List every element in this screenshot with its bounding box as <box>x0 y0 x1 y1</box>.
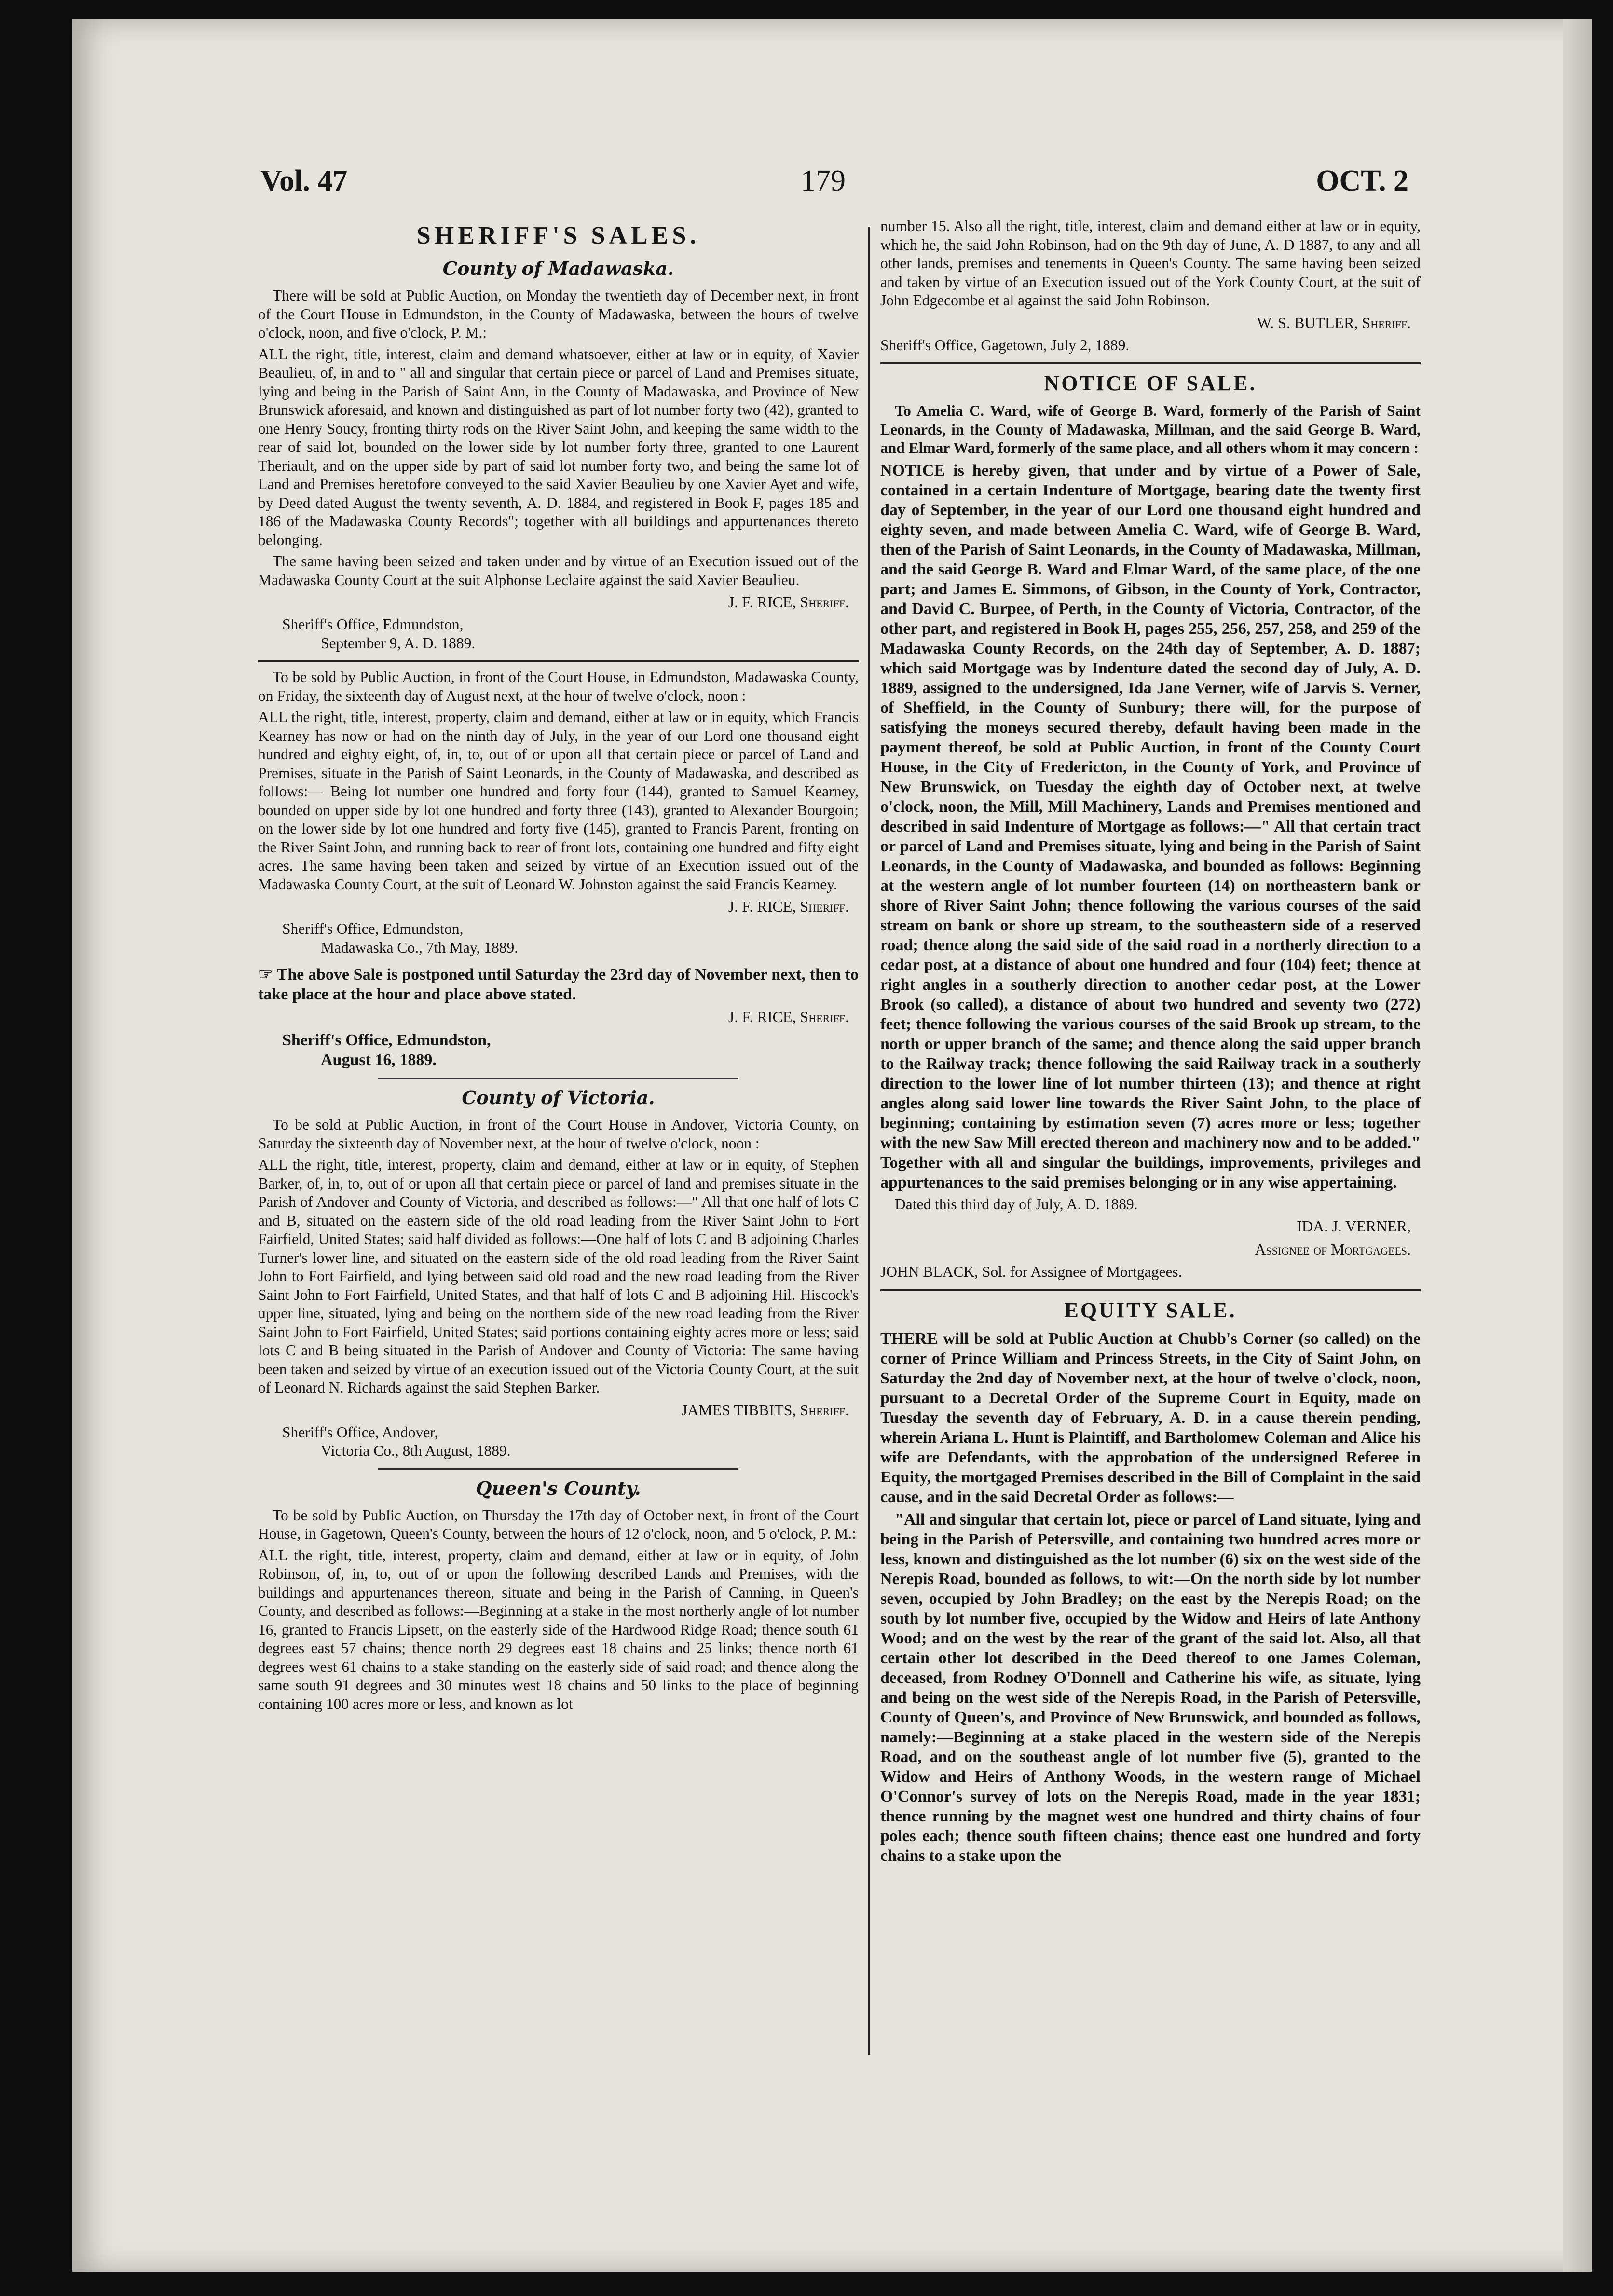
section-rule <box>880 362 1421 364</box>
sale-intro: To be sold by Public Auction, in front of the Court House, in Edmundston, Madawaska County, on Friday, the sixteenth day of August next, at the hour of twelve o'clock, noon : <box>258 669 859 704</box>
sheriff-signature: W. S. BUTLER, Sheriff. <box>1257 314 1411 331</box>
sale-seizure: The same having been seized and taken under and by virtue of an Execution issued out of the Madawaska County Court at the suit Alphonse Leclaire against the said Xavier Beaulieu. <box>258 553 859 588</box>
sale-body: ALL the right, title, interest, property, claim and demand, either at law or in equity, of Stephen Barker, of, in, to, out of or upon all that certain piece or parcel of land and premises situate in the Parish of Andover and County of Victoria, and described as follows:—" All that one half of lots C and B, situated on the eastern side of the old road leading from the River Saint John to Fort Fairfield, United States; said half divided as follows:—One half of lots C and B adjoining Charles Turner's lower line, and situated on the eastern side of the old road leading from the River Saint John to Fort Fairfield, and lying between said old road and the new road leading from the River Saint John to Fort Fairfield, United States, and that half of lots C and B adjoining Hil. Hiscock's upper line, situated, lying and being on the northern side of the new road leading from the River Saint John to Fort Fairfield, United States; said portions containing eighty acres more or less; said lots C and B being situated in the Parish of Andover and County of Victoria: The same having been taken and seized by virtue of an execution issued out of the Victoria County Court, at the suit of Leonard N. Richards against the said Stephen Barker. <box>258 1156 859 1396</box>
sheriff-office: Sheriff's Office, Andover, <box>282 1423 438 1441</box>
section-rule <box>378 1078 738 1079</box>
postponement-notice: ☞ The above Sale is postponed until Saturday the 23rd day of November next, then to take place at the hour and place above stated. <box>258 966 859 1003</box>
notice-of-sale-title: NOTICE OF SALE. <box>1044 371 1257 395</box>
sale-body-continued: number 15. Also all the right, title, interest, claim and demand either at law or in equity, which he, the said John Robinson, had on the 9th day of June, A. D 1887, to any and all other lands, premises and tenements in Queen's County. The same having been seized and taken by virtue of an Execution issued out of the York County Court, at the suit of John Edgecombe et al against the said John Robinson. <box>880 218 1421 309</box>
notice-address: To Amelia C. Ward, wife of George B. Ward, formerly of the Parish of Saint Leonards, in the County of Madawaska, Millman, and the said George B. Ward, and Elmar Ward, formerly of the same place, and all others whom it may concern : <box>880 402 1421 456</box>
sheriff-office-date: Madawaska Co., 7th May, 1889. <box>321 939 519 956</box>
equity-property-description: "All and singular that certain lot, piece or parcel of Land situate, lying and being in the Parish of Petersville, and containing two hundred acres more or less, known and distinguished as the lot number (6) six on the west side of the Nerepis Road, bounded as follows, to wit:—On the north side by lot number seven, occupied by John Bradley; on the east by the Nerepis Road; on the south by lot number five, occupied by the Widow and Heirs of late Anthony Wood; and on the west by the rear of the grant of the said lot. Also, all that certain other lot described in the Deed thereof to one James Coleman, deceased, from Rodney O'Donnell and Catherine his wife, as situate, lying and being on the west side of the Nerepis Road, in the Parish of Petersville, County of Queen's, and Province of New Brunswick, and bounded as follows, namely:—Beginning at a stake placed in the western side of the Nerepis Road, and on the southeast angle of lot number five (5), granted to the Widow and Heirs of Anthony Woods, in the western range of Michael O'Connor's survey of lots on the Nerepis Road, made in the year 1831; thence running by the magnet west one hundred and thirty chains of four poles each; thence south fifteen chains; thence east one hundred and forty chains to a stake upon the <box>880 1510 1421 1865</box>
solicitor-line: JOHN BLACK, Sol. for Assignee of Mortgagees. <box>880 1263 1182 1280</box>
section-rule <box>258 660 859 662</box>
sheriff-signature: J. F. RICE, Sheriff. <box>728 593 849 611</box>
sale-intro: To be sold by Public Auction, on Thursday the 17th day of October next, in front of the Court House, in Gagetown, Queen's County, between the hours of 12 o'clock, noon, and 5 o'clock, P. M.: <box>258 1506 859 1542</box>
sheriff-office: Sheriff's Office, Gagetown, July 2, 1889. <box>880 336 1130 354</box>
page-number: 179 <box>801 164 846 197</box>
sheriffs-sales-title: SHERIFF'S SALES. <box>416 222 700 249</box>
assignee-signature: IDA. J. VERNER, <box>1297 1217 1411 1235</box>
sheriff-office-date: August 16, 1889. <box>321 1051 437 1069</box>
sale-intro: There will be sold at Public Auction, on Monday the twentieth day of December next, in front of the Court House in Edmundston, in the County of Madawaska, between the hours of twelve o'clock, noon, and five o'clock, P. M.: <box>258 287 859 341</box>
newspaper-page <box>72 19 1592 2272</box>
sheriff-office: Sheriff's Office, Edmundston, <box>282 1031 491 1049</box>
notice-body: NOTICE is hereby given, that under and by virtue of a Power of Sale, contained in a certain Indenture of Mortgage, bearing date the twenty first day of September, in the year of our Lord one thousand eight hundred and eighty seven, and made between Amelia C. Ward, wife of George B. Ward, then of the Parish of Saint Leonards, in the County of Madawaska, Millman, and the said George B. Ward and Elmar Ward, of the same place, of the one part; and James E. Simmons, of Gibson, in the County of York, Contractor, and David C. Burpee, of Perth, in the County of Victoria, Contractor, of the other part, and registered in Book H, pages 255, 256, 257, 258, and 259 of the Madawaska County Records, on the 24th day of September, A. D. 1887; which said Mortgage was by Indenture dated the second day of July, A. D. 1889, assigned to the undersigned, Ida Jane Verner, wife of Jarvis S. Verner, of Sheffield, in the County of Sunbury; there will, for the purpose of satisfying the moneys secured thereby, default having been made in the payment thereof, be sold at Public Auction, in front of the County Court House, in the City of Fredericton, in the County of York, and Province of New Brunswick, on Tuesday the eighth day of October next, at twelve o'clock, noon, the Mill, Mill Machinery, Lands and Premises mentioned and described in said Indenture of Mortgage as follows:—" All that certain tract or parcel of Land and Premises situate, lying and being in the Parish of Saint Leonards, in the County of Madawaska, and bounded as follows: Beginning at the western angle of lot number fourteen (14) on northeastern bank or shore of River Saint John; thence following the various courses of the said stream on bank or shore up stream, to the southeastern side of a reserved road; thence along the said side of the said road in a northerly direction to a cedar post, at a distance of about one hundred and four (104) feet; thence at right angles in a southerly direction to another cedar post, at the Lower Brook (so called), a distance of about two hundred and seventy two (272) feet; thence following the various courses of the said Brook up stream, to the north or upper branch of the same; and thence along the said upper branch to the Railway track; thence following the said Railway track in a southerly direction to the lower line of lot number thirteen (13); and thence at right angles along said lower line towards the River Saint John, to the place of beginning; containing by estimation seven (7) acres more or less; together with the new Saw Mill erected thereon and machinery now and to be added." Together with all and singular the buildings, improvements, privileges and appurtenances to the said premises belonging or in any wise appertaining. <box>880 461 1421 1191</box>
left-column <box>258 217 859 2074</box>
section-rule <box>378 1468 738 1470</box>
page-edge <box>1563 19 1592 2272</box>
county-heading-victoria: County of Victoria. <box>462 1087 655 1108</box>
sheriff-office: Sheriff's Office, Edmundston, <box>282 920 464 937</box>
sale-body: ALL the right, title, interest, property, claim and demand, either at law or in equity, of John Robinson, of, in, to, out of or upon the following described Lands and Premises, with the buildings and appurtenances thereon, situate and being in the Parish of Canning, in Queen's County, and described as follows:—Beginning at a stake in the most northerly angle of lot number 16, granted to Francis Lipsett, on the easterly side of the Hardwood Ridge Road; thence south 61 degrees east 57 chains; thence north 29 degrees east 18 chains and 25 links; thence north 61 degrees west 61 chains to a stake standing on the easterly side of said road; and thence along the same south 91 degrees and 30 minutes west 18 chains and 50 links to the place of beginning containing 100 acres more or less, and known as lot <box>258 1546 859 1712</box>
sheriff-signature: J. F. RICE, Sheriff. <box>728 1008 849 1025</box>
column-divider <box>868 227 870 2055</box>
page-header <box>260 164 1408 217</box>
notice-dated: Dated this third day of July, A. D. 1889. <box>895 1195 1138 1213</box>
sale-body: ALL the right, title, interest, property, claim and demand, either at law or in equity, which Francis Kearney has now or had on the ninth day of July, in the year of our Lord one thousand eight hundred and eighty eight, of, in, to, out of or upon all that certain piece or parcel of Land and Premises, situate in the Parish of Saint Leonards, in the County of Madawaska, and described as follows:— Being lot number one hundred and forty four (144), granted to Samuel Kearney, bounded on upper side by lot one hundred and forty three (143), granted to Alexander Bourgoin; on the lower side by lot one hundred and forty five (145), granted to Francis Parent, fronting on the River Saint John, and running back to rear of front lots, containing one hundred and fifty eight acres. The same having been taken and seized by virtue of an Execution issued out of the Madawaska County Court, at the suit of Leonard W. Johnston against the said Francis Kearney. <box>258 709 859 893</box>
county-heading-queens: Queen's County. <box>476 1477 641 1499</box>
right-column <box>880 217 1421 2074</box>
assignee-role: Assignee of Mortgagees. <box>1255 1241 1411 1258</box>
issue-date: OCT. 2 <box>1316 164 1408 197</box>
equity-body: THERE will be sold at Public Auction at Chubb's Corner (so called) on the corner of Prince William and Princess Streets, in the City of Saint John, on Saturday the 2nd day of November next, at the hour of twelve o'clock, noon, pursuant to a Decretal Order of the Supreme Court in Equity, made on Tuesday the seventh day of February, A. D. in a cause therein pending, wherein Ariana L. Hunt is Plaintiff, and Bartholomew Coleman and Alice his wife are Defendants, with the approbation of the undersigned Referee in Equity, the mortgaged Premises described in the Bill of Complaint in the said cause, and in the said Decretal Order as follows:— <box>880 1329 1421 1506</box>
section-rule <box>880 1289 1421 1291</box>
equity-sale-title: EQUITY SALE. <box>1064 1298 1237 1322</box>
sale-intro: To be sold at Public Auction, in front of the Court House in Andover, Victoria County, on Saturday the sixteenth day of November next, at the hour of twelve o'clock, noon : <box>258 1116 859 1152</box>
county-heading-madawaska: County of Madawaska. <box>442 258 674 279</box>
sheriff-office: Sheriff's Office, Edmundston, <box>282 616 464 633</box>
sheriff-signature: J. F. RICE, Sheriff. <box>728 898 849 915</box>
sheriff-signature: JAMES TIBBITS, Sheriff. <box>681 1401 849 1419</box>
sheriff-office-date: September 9, A. D. 1889. <box>321 634 476 652</box>
sheriff-office-date: Victoria Co., 8th August, 1889. <box>321 1442 511 1459</box>
sale-body: ALL the right, title, interest, claim and demand whatsoever, either at law or in equity, of Xavier Beaulieu, of, in and to " all and singular that certain piece or parcel of Land and Premises situate, lying and being in the Parish of Saint Ann, in the County of Madawaska, and Province of New Brunswick aforesaid, and known and distinguished as part of lot number forty two (42), granted to one Henry Soucy, fronting thirty rods on the River Saint John, and keeping the same width to the rear of said lot, bounded on the lower side by lot number forty three, granted to one Laurent Theriault, and on the upper side by part of said lot number forty two, and being the same lot of Land and Premises heretofore conveyed to the said Xavier Beaulieu by one Xavier Ayet and wife, by Deed dated August the twenty seventh, A. D. 1884, and registered in Book F, pages 185 and 186 of the Madawaska County Records"; together with all buildings and appurtenances thereto belonging. <box>258 345 859 548</box>
volume-number: Vol. 47 <box>260 164 348 197</box>
